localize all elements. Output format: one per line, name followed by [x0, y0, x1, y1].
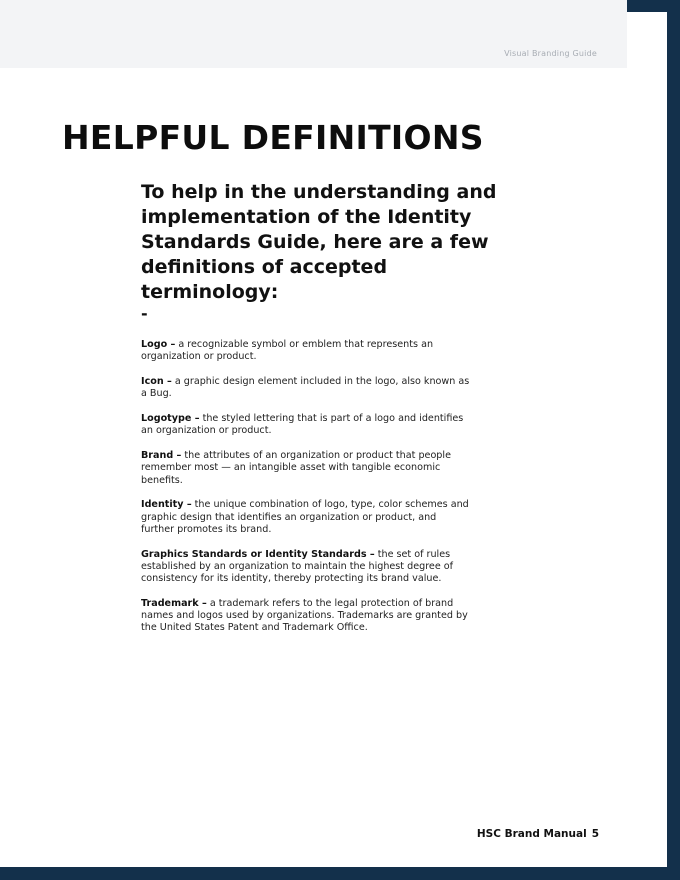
definition-text: the unique combination of logo, type, color schemes and graphic design that identifies an organization or product, and further promotes its brand. [141, 499, 469, 535]
definition-brand [141, 450, 471, 487]
definition-term: Icon – [141, 375, 172, 387]
page-footer [477, 828, 599, 840]
page-title: HELPFUL DEFINITIONS [62, 118, 484, 157]
definition-icon [141, 376, 471, 401]
definition-text: the set of rules established by an organization to maintain the highest degree of consistency for its identity, thereby protecting its brand value. [141, 548, 454, 585]
footer-label: HSC Brand Manual [476, 828, 587, 840]
definition-logotype [141, 413, 471, 438]
definition-graphics-standards [141, 549, 471, 586]
definition-text: the styled lettering that is part of a logo and identifies an organization or product. [141, 412, 464, 437]
definition-text: a trademark refers to the legal protection of brand names and logos used by organizations. Trademarks are granted by the United States Patent and Trademark Office. [141, 597, 468, 634]
definition-term: Trademark – [141, 597, 207, 609]
definition-term: Brand – [141, 449, 182, 461]
right-accent-bar [667, 0, 680, 880]
definition-trademark [141, 598, 471, 635]
definition-text: a recognizable symbol or emblem that represents an organization or product. [141, 339, 434, 363]
page-number: 5 [591, 828, 599, 840]
definitions-list [141, 339, 471, 647]
definition-term: Logotype – [141, 412, 200, 424]
definition-identity [141, 499, 471, 536]
definition-term: Graphics Standards or Identity Standards – [141, 548, 375, 560]
intro-dash: - [141, 304, 148, 323]
intro-paragraph: To help in the understanding and implementation of the Identity Standards Guide, here are a few definitions of accepted terminology: [141, 181, 497, 303]
definition-logo [141, 339, 471, 364]
definition-term: Identity – [141, 499, 192, 511]
definition-text: a graphic design element included in the logo, also known as a Bug. [141, 375, 470, 400]
definition-text: the attributes of an organization or product that people remember most — an intangible asset with tangible economic benefits. [141, 449, 451, 486]
header-label: Visual Branding Guide [504, 49, 597, 58]
definition-term: Logo – [141, 339, 176, 350]
bottom-accent-bar [0, 867, 680, 880]
